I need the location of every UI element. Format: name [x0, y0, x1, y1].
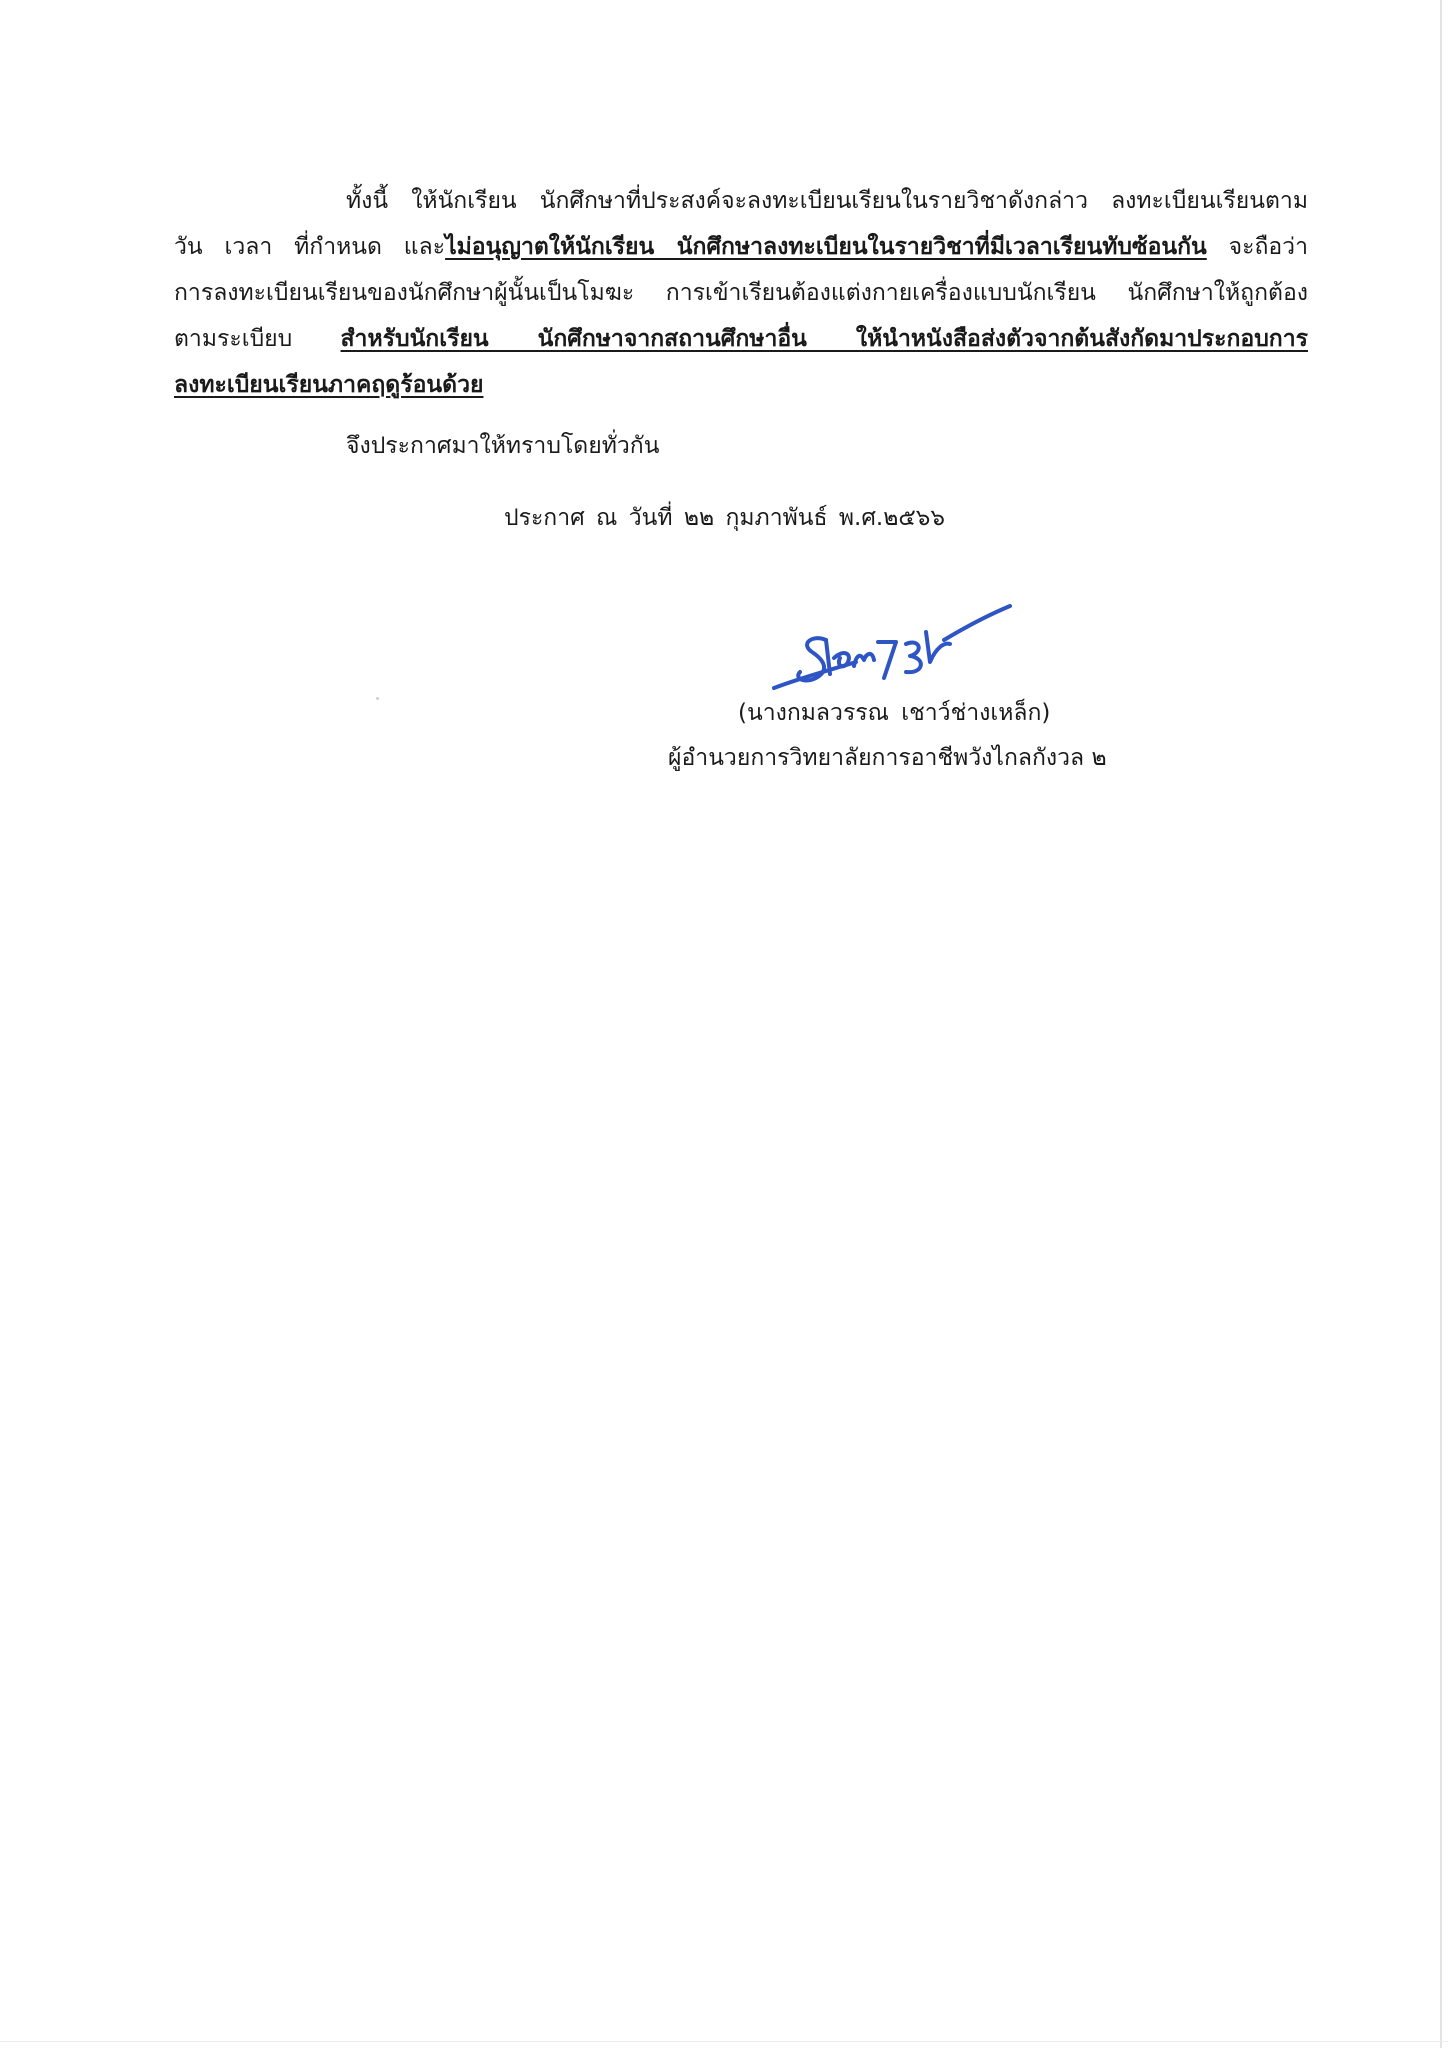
body-line-3 — [174, 270, 1308, 316]
body-line-5 — [174, 362, 1308, 408]
body-line-2 — [174, 224, 1308, 270]
body-text: ทั้งนี้ ให้นักเรียน นักศึกษาที่ประสงค์จะลงทะเบียนเรียนในรายวิชาดังกล่าว ลงทะเบียนเรียนตาม — [346, 188, 1308, 214]
body-line-4 — [174, 316, 1308, 362]
signature-image — [760, 588, 1020, 698]
body-text: จะถือว่า — [1206, 234, 1309, 260]
body-text: วัน เวลา ที่กำหนด และ — [174, 234, 446, 260]
body-paragraph — [174, 178, 1308, 408]
emphasis-text: ไม่อนุญาตให้นักเรียน นักศึกษาลงทะเบียนในรายวิชาที่มีเวลาเรียนทับซ้อนกัน — [445, 234, 1207, 260]
scan-speck — [376, 697, 379, 700]
signer-title: ผู้อำนวยการวิทยาลัยการอาชีพวังไกลกังวล ๒ — [668, 745, 1107, 771]
body-text: การลงทะเบียนเรียนของนักศึกษาผู้นั้นเป็นโมฆะ การเข้าเรียนต้องแต่งกายเครื่องแบบนักเรียน นักศึกษาให้ถูกต้อง — [174, 280, 1308, 306]
scan-edge — [1440, 0, 1442, 2048]
closing-statement: จึงประกาศมาให้ทราบโดยทั่วกัน — [346, 433, 660, 459]
announcement-date: ประกาศ ณ วันที่ ๒๒ กุมภาพันธ์ พ.ศ.๒๕๖๖ — [504, 505, 945, 531]
body-text: ตามระเบียบ — [174, 326, 341, 352]
scan-bottom-edge — [0, 2041, 1448, 2042]
body-line-1 — [174, 178, 1308, 224]
emphasis-text: สำหรับนักเรียน นักศึกษาจากสถานศึกษาอื่น ให้นำหนังสือส่งตัวจากต้นสังกัดมาประกอบการ — [340, 326, 1308, 352]
emphasis-text: ลงทะเบียนเรียนภาคฤดูร้อนด้วย — [174, 372, 484, 398]
signer-name: (นางกมลวรรณ เชาว์ช่างเหล็ก) — [738, 700, 1051, 726]
